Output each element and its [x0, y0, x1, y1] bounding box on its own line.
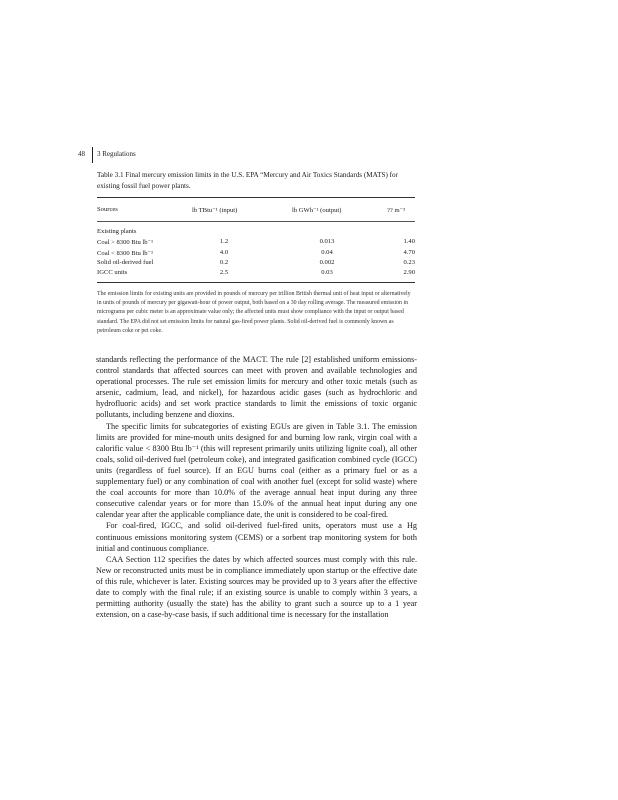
- table-top-rule: [97, 197, 415, 198]
- body-text: [96, 354, 417, 620]
- column-header-output: lb GWh⁻¹ (output): [292, 207, 342, 214]
- table-cell: 0.04: [321, 249, 333, 256]
- table-cell: IGCC units: [97, 269, 128, 276]
- table-cell: 0.002: [319, 259, 335, 266]
- paragraph: standards reflecting the performance of the MACT. The rule [2] established uniform emissions-control standards that affected sources can meet with proven and available technologies and operational processes. The rule set emission limits for mercury and other toxic metals (such as arsenic, cadmium, lead, and nickel), for hazardous acidic gases (such as hydrochloric and hydrofluoric acids) and set work practice standards to limit the emissions of toxic organic pollutants, including benzene and dioxins.: [96, 355, 417, 420]
- table-caption: Table 3.1 Final mercury emission limits in the U.S. EPA “Mercury and Air Toxics Standards (MATS) for existing fossil fuel power plants.: [97, 171, 399, 190]
- table-cell: 0.013: [319, 238, 335, 245]
- table-cell: Coal > 8300 Btu lb⁻¹: [97, 239, 154, 246]
- table-cell: 0.2: [219, 259, 229, 266]
- table-cell: 0.03: [321, 269, 333, 276]
- table-row: [97, 249, 415, 259]
- table-cell: Coal < 8300 Btu lb⁻¹: [97, 250, 154, 257]
- table-cell: 0.23: [403, 259, 415, 266]
- table-cell: 2.5: [219, 269, 229, 276]
- table-cell: 1.2: [219, 238, 229, 245]
- chapter-title: 3 Regulations: [97, 150, 136, 158]
- header-divider: [92, 147, 93, 163]
- table-row: [97, 269, 415, 279]
- table-cell: 1.40: [403, 238, 415, 245]
- table-row: [97, 259, 415, 269]
- table-cell: Solid oil-derived fuel: [97, 259, 154, 266]
- table-cell: 4.70: [403, 249, 415, 256]
- column-header-sources: Sources: [97, 206, 118, 213]
- table-header-rule: [97, 221, 415, 222]
- column-header-input: lb TBtu⁻¹ (input): [192, 207, 238, 214]
- paragraph: CAA Section 112 specifies the dates by which affected sources must comply with this rule. New or reconstructed units must be in compliance immediately upon startup or the effective date of this rule, whichever is later. Existing sources may be provided up to 3 years after the effective date to comply with the final rule; if an existing source is unable to comply within 3 years, a permitting authority (usually the state) has the ability to grant such a source up to a 1 year extension, on a case-by-case basis, if such additional time is necessary for the installation: [96, 554, 417, 620]
- column-header-concentration: ?? m⁻³: [387, 207, 406, 214]
- table-cell: 4.0: [219, 249, 229, 256]
- group-label: Existing plants: [97, 228, 137, 235]
- table-row: [97, 238, 415, 248]
- table-bottom-rule: [97, 282, 415, 283]
- paragraph: For coal-fired, IGCC, and solid oil-derived fuel-fired units, operators must use a Hg continuous emissions monitoring system (CEMS) or a sorbent trap monitoring system for both initial and continuous compliance.: [96, 521, 417, 553]
- table-footnote: The emission limits for existing units are provided in pounds of mercury per trillion British thermal unit of heat input or alternatively in units of pounds of mercury per gigawatt-hour of power output, both based on a 30 day rolling average. The measured emission in micrograms per cubic meter is an approximate value only; the affected units must show compliance with the input or output based standard. The EPA did not set emission limits for natural gas-fired power plants. Solid oil-derived fuel is commonly known as petroleum coke or pet coke.: [97, 291, 411, 334]
- page-number: 48: [78, 150, 85, 158]
- paragraph: The specific limits for subcategories of existing EGUs are given in Table 3.1. The emission limits are provided for mine-mouth units designed for and burning low rank, virgin coal with a calorific value < 8300 Btu lb⁻¹ (this will represent primarily units utilizing lignite coal), all other coals, solid oil-derived fuel (petroleum coke), and integrated gasification combined cycle (IGCC) units (regardless of fuel source). If an EGU burns coal (either as a primary fuel or as a supplementary fuel) or any combination of coal with another fuel (except for solid waste) where the coal accounts for more than 10.0% of the average annual heat input during any three consecutive calendar years or for more than 15.0% of the annual heat input during any one calendar year after the applicable compliance date, the unit is considered to be coal-fired.: [96, 421, 417, 520]
- table-cell: 2.90: [403, 269, 415, 276]
- table-group-row: [97, 228, 415, 238]
